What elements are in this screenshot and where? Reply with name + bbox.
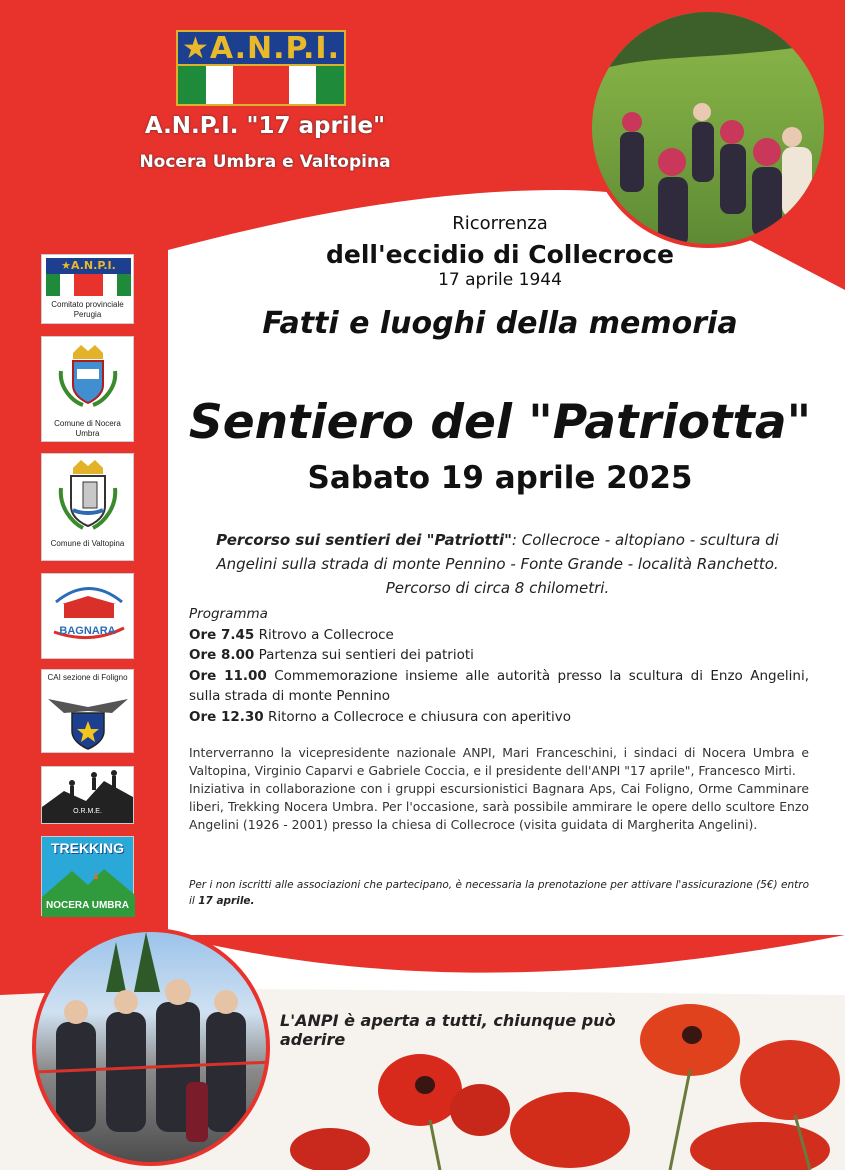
insurance-note bbox=[189, 877, 809, 909]
sidebar-logo-trekking bbox=[41, 836, 134, 916]
program-time: Ore 8.00 bbox=[189, 647, 255, 663]
route-distance: Percorso di circa 8 chilometri. bbox=[385, 579, 610, 597]
sidebar-anpi-text: ★A.N.P.I. bbox=[46, 258, 131, 274]
sidebar-logo-nocera-umbra bbox=[41, 336, 134, 442]
event-title: Sentiero del "Patriotta" bbox=[188, 395, 812, 450]
route-stops: : Collecroce - altopiano - scultura di Angelini sulla strada di monte Pennino - Fonte Grande - località Ranchetto. bbox=[216, 531, 779, 573]
event-date: Sabato 19 aprile 2025 bbox=[307, 460, 693, 496]
program-text: Partenza sui sentieri dei patrioti bbox=[254, 647, 474, 663]
program-time: Ore 12.30 bbox=[189, 708, 264, 725]
group-photo bbox=[32, 928, 270, 1166]
route-description bbox=[190, 528, 805, 600]
sidebar-item-label: NOCERA UMBRA bbox=[46, 900, 129, 911]
anpi-logo-text: ★A.N.P.I. bbox=[181, 30, 340, 66]
sidebar-logo-cai-foligno bbox=[41, 669, 134, 753]
ricorrenza-label: Ricorrenza bbox=[452, 213, 548, 234]
valtopina-crest-icon bbox=[53, 458, 123, 534]
eccidio-title: dell'eccidio di Collecroce bbox=[325, 240, 675, 269]
sidebar-item-label: BAGNARA bbox=[59, 625, 116, 637]
anpi-logo bbox=[176, 30, 346, 106]
sidebar-logo-valtopina bbox=[41, 453, 134, 561]
program-item bbox=[189, 666, 809, 707]
program-item bbox=[189, 645, 809, 666]
footer-slogan: L'ANPI è aperta a tutti, chiunque può aderire bbox=[280, 1011, 616, 1049]
sidebar-item-label: Comune di Valtopina bbox=[50, 539, 125, 548]
header-title: A.N.P.I. "17 aprile" bbox=[144, 113, 386, 139]
event-details bbox=[189, 744, 809, 834]
program-section bbox=[189, 604, 809, 727]
program-text: Ritorno a Collecroce e chiusura con aperitivo bbox=[263, 708, 571, 725]
sidebar-item-label: CAI sezione di Foligno bbox=[47, 673, 128, 682]
hikers-photo bbox=[588, 8, 828, 248]
program-text: Commemorazione insieme alle autorità presso la scultura di Enzo Angelini, sulla strada di monte Pennino bbox=[189, 667, 809, 704]
sidebar-logo-bagnara bbox=[41, 573, 134, 659]
header-subtitle: Nocera Umbra e Valtopina bbox=[139, 152, 391, 172]
speakers-paragraph: Interverranno la vicepresidente nazionale ANPI, Mari Franceschini, i sindaci di Nocera Umbra e Valtopina, Virginio Caparvi e Gabriele Coccia, e il presidente dell'ANPI "17 aprile", Francesco Mirti. bbox=[189, 745, 809, 778]
program-time: Ore 11.00 bbox=[189, 667, 267, 684]
program-time: Ore 7.45 bbox=[189, 626, 255, 643]
program-item bbox=[189, 625, 809, 646]
sidebar-logo-anpi-perugia bbox=[41, 254, 134, 324]
sidebar-item-label: Comitato provinciale Perugia bbox=[51, 300, 124, 319]
sidebar-item-label: Comune di Nocera Umbra bbox=[54, 419, 121, 438]
cai-eagle-icon bbox=[46, 685, 130, 751]
nocera-crest-icon bbox=[53, 341, 123, 411]
route-label: Percorso sui sentieri dei "Patriotti" bbox=[216, 531, 512, 549]
program-label: Programma bbox=[189, 606, 268, 622]
collaboration-paragraph: Iniziativa in collaborazione con i gruppi escursionistici Bagnara Aps, Cai Foligno, Orme Camminare liberi, Trekking Nocera Umbra. Per l'occasione, sarà possibile ammirare le opere dello scultore Enzo Angelini (1926 - 2001) presso la chiesa di Collecroce (visita guidata di Margherita Angelini). bbox=[189, 781, 809, 832]
program-item bbox=[189, 707, 809, 728]
memory-title: Fatti e luoghi della memoria bbox=[262, 306, 738, 341]
note-text: Per i non iscritti alle associazioni che partecipano, è necessaria la prenotazione per attivare l'assicurazione (5€) entro il bbox=[189, 879, 809, 907]
sidebar-item-label: O.R.M.E. bbox=[73, 808, 102, 815]
sidebar-logo-orme bbox=[41, 766, 134, 824]
note-deadline: 17 aprile. bbox=[198, 895, 255, 907]
sidebar-item-label: TREKKING bbox=[50, 840, 125, 856]
eccidio-date: 17 aprile 1944 bbox=[438, 270, 562, 290]
program-text: Ritrovo a Collecroce bbox=[254, 626, 394, 643]
